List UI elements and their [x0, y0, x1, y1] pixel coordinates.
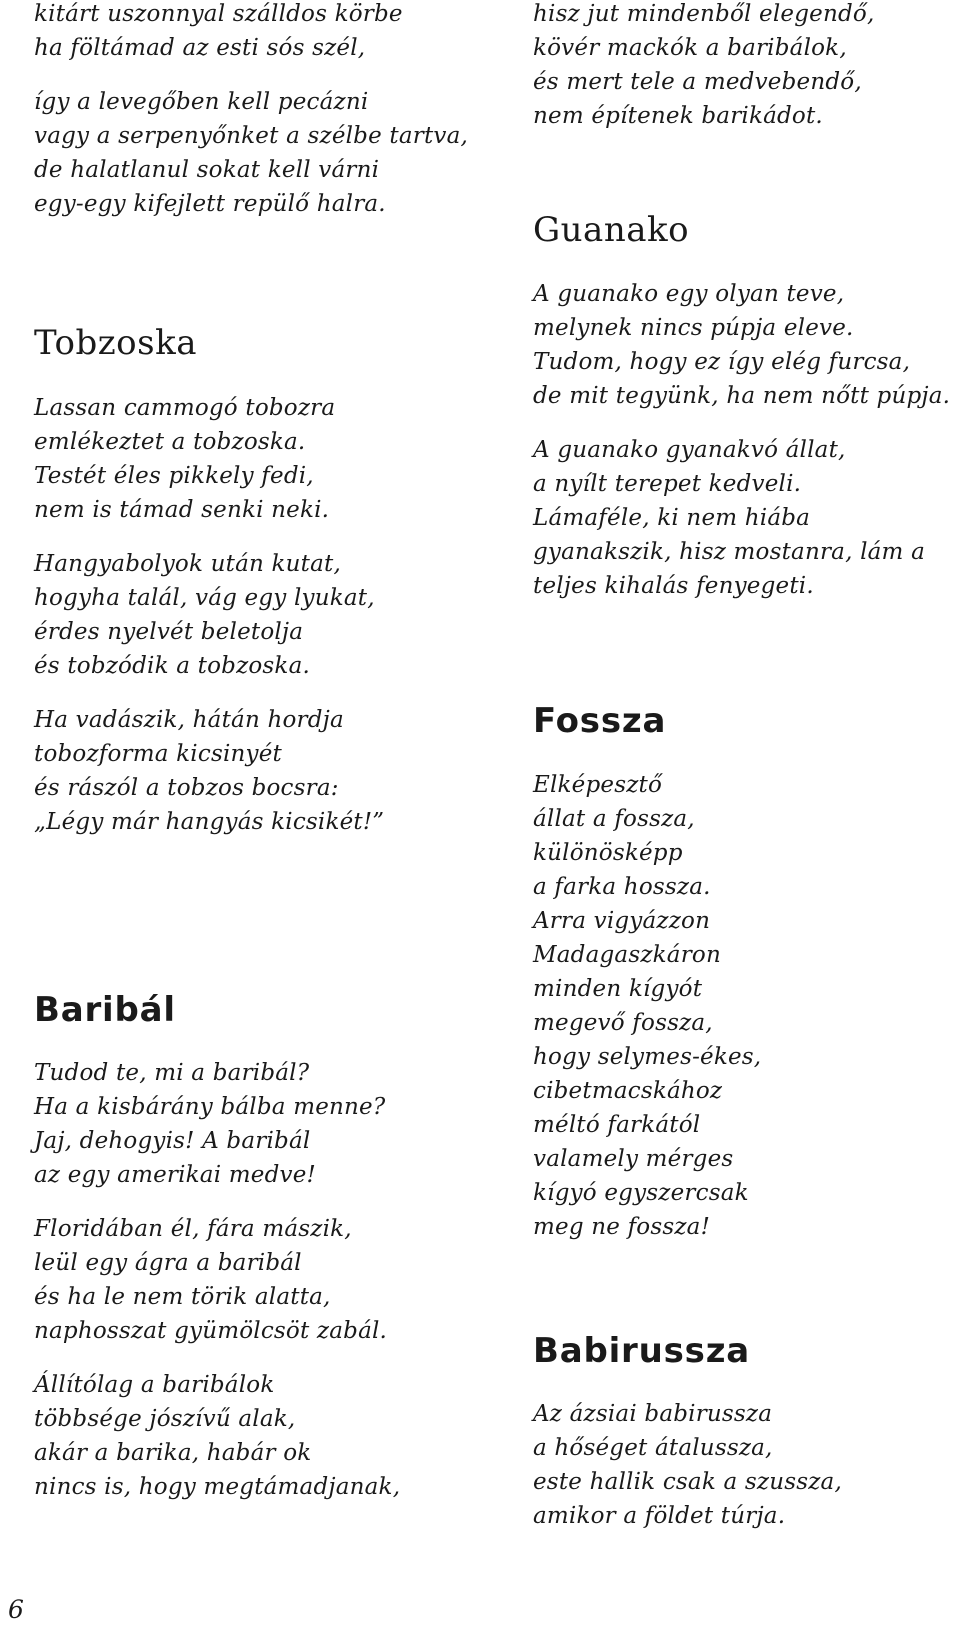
poem-line: így a levegőben kell pecázni: [34, 89, 369, 115]
poem-line: melynek nincs púpja eleve.: [533, 315, 854, 341]
poem-line: vagy a serpenyőnket a szélbe tartva,: [34, 123, 469, 149]
poem-line: Tudod te, mi a baribál?: [34, 1060, 310, 1086]
stanza: [34, 1056, 400, 1192]
stanza: [533, 768, 761, 1244]
poem-line: megevő fossza,: [533, 1010, 713, 1036]
poem-line: ha föltámad az esti sós szél,: [34, 35, 366, 61]
stanza: [34, 547, 384, 683]
poem-line: kígyó egyszercsak: [533, 1180, 749, 1206]
poem-line: különösképp: [533, 840, 683, 866]
poem-line: érdes nyelvét beletolja: [34, 619, 304, 645]
poem-title: Baribál: [34, 990, 176, 1030]
poem-line: naphosszat gyümölcsöt zabál.: [34, 1318, 388, 1344]
stanza: [34, 1368, 400, 1504]
page-number: 6: [8, 1595, 24, 1624]
poem-line: Hangyabolyok után kutat,: [34, 551, 341, 577]
poem-line: de halatlanul sokat kell várni: [34, 157, 380, 183]
poem-title: Fossza: [533, 701, 667, 741]
poem-line: Ha a kisbárány bálba menne?: [34, 1094, 386, 1120]
poem-line: az egy amerikai medve!: [34, 1162, 316, 1188]
poem-line: állat a fossza,: [533, 806, 695, 832]
poem-line: nincs is, hogy megtámadjanak,: [34, 1474, 401, 1500]
poem-line: minden kígyót: [533, 976, 703, 1002]
poem-line: nem építenek barikádot.: [533, 103, 823, 129]
poem-line: és mert tele a medvebendő,: [533, 69, 862, 95]
poem-line: és rászól a tobzos bocsra:: [34, 775, 339, 801]
stanza: [34, 703, 384, 839]
stanza: [533, 433, 950, 603]
poem-line: valamely mérges: [533, 1146, 734, 1172]
poem-line: hogyha talál, vág egy lyukat,: [34, 585, 375, 611]
poem-line: cibetmacskához: [533, 1078, 723, 1104]
stanza: [533, 1397, 842, 1533]
left-intro: [34, 0, 468, 221]
poem-tobzoska: [34, 323, 384, 839]
poem-line: és tobzódik a tobzoska.: [34, 653, 310, 679]
poem-title: Babirussza: [533, 1331, 751, 1371]
poem-line: akár a barika, habár ok: [34, 1440, 312, 1466]
poem-line: és ha le nem törik alatta,: [34, 1284, 331, 1310]
poem-line: A guanako egy olyan teve,: [533, 281, 845, 307]
poem-line: nem is támad senki neki.: [34, 497, 330, 523]
poem-line: egy-egy kifejlett repülő halra.: [34, 191, 386, 217]
poem-line: a nyílt terepet kedveli.: [533, 471, 802, 497]
stanza: [533, 277, 950, 413]
poem-fossza: [533, 701, 761, 1244]
poem-line: tobozforma kicsinyét: [34, 741, 282, 767]
poem-line: Madagaszkáron: [533, 942, 721, 968]
poem-line: Testét éles pikkely fedi,: [34, 463, 314, 489]
poem-line: Az ázsiai babirussza: [533, 1401, 773, 1427]
poem-guanako: [533, 210, 950, 603]
poem-line: gyanakszik, hisz mostanra, lám a: [533, 539, 925, 565]
right-intro: [533, 0, 874, 133]
poem-title: Tobzoska: [34, 323, 197, 363]
poem-line: hogy selymes-ékes,: [533, 1044, 762, 1070]
poem-line: hisz jut mindenből elegendő,: [533, 1, 875, 27]
poem-line: emlékeztet a tobzoska.: [34, 429, 306, 455]
poem-line: de mit tegyünk, ha nem nőtt púpja.: [533, 383, 951, 409]
stanza: [34, 0, 468, 65]
poem-line: A guanako gyanakvó állat,: [533, 437, 846, 463]
stanza: [34, 85, 468, 221]
poem-line: amikor a földet túrja.: [533, 1503, 786, 1529]
poem-line: este hallik csak a szussza,: [533, 1469, 842, 1495]
poem-babirussza: [533, 1331, 842, 1533]
poem-line: Állítólag a baribálok: [34, 1372, 275, 1398]
poem-baribal: [34, 990, 400, 1504]
stanza: [34, 1212, 400, 1348]
poem-line: többsége jószívű alak,: [34, 1406, 296, 1432]
poem-line: meg ne fossza!: [533, 1214, 711, 1240]
poem-line: Tudom, hogy ez így elég furcsa,: [533, 349, 911, 375]
poem-line: Lámaféle, ki nem hiába: [533, 505, 811, 531]
poem-line: Lassan cammogó tobozra: [34, 395, 336, 421]
poem-line: méltó farkától: [533, 1112, 701, 1138]
poem-line: teljes kihalás fenyegeti.: [533, 573, 814, 599]
poem-line: „Légy már hangyás kicsikét!”: [34, 809, 385, 835]
poem-line: a farka hossza.: [533, 874, 711, 900]
stanza: [34, 391, 384, 527]
poem-line: kövér mackók a baribálok,: [533, 35, 847, 61]
poem-line: a hőséget átalussza,: [533, 1435, 773, 1461]
poem-line: Floridában él, fára mászik,: [34, 1216, 352, 1242]
poem-line: leül egy ágra a baribál: [34, 1250, 302, 1276]
poem-line: Elképesztő: [533, 772, 663, 798]
poem-title: Guanako: [533, 210, 690, 250]
stanza: [533, 0, 874, 133]
poem-line: Jaj, dehogyis! A baribál: [34, 1128, 311, 1154]
poem-line: Arra vigyázzon: [533, 908, 711, 934]
poem-line: Ha vadászik, hátán hordja: [34, 707, 344, 733]
poem-line: kitárt uszonnyal szálldos körbe: [34, 1, 403, 27]
